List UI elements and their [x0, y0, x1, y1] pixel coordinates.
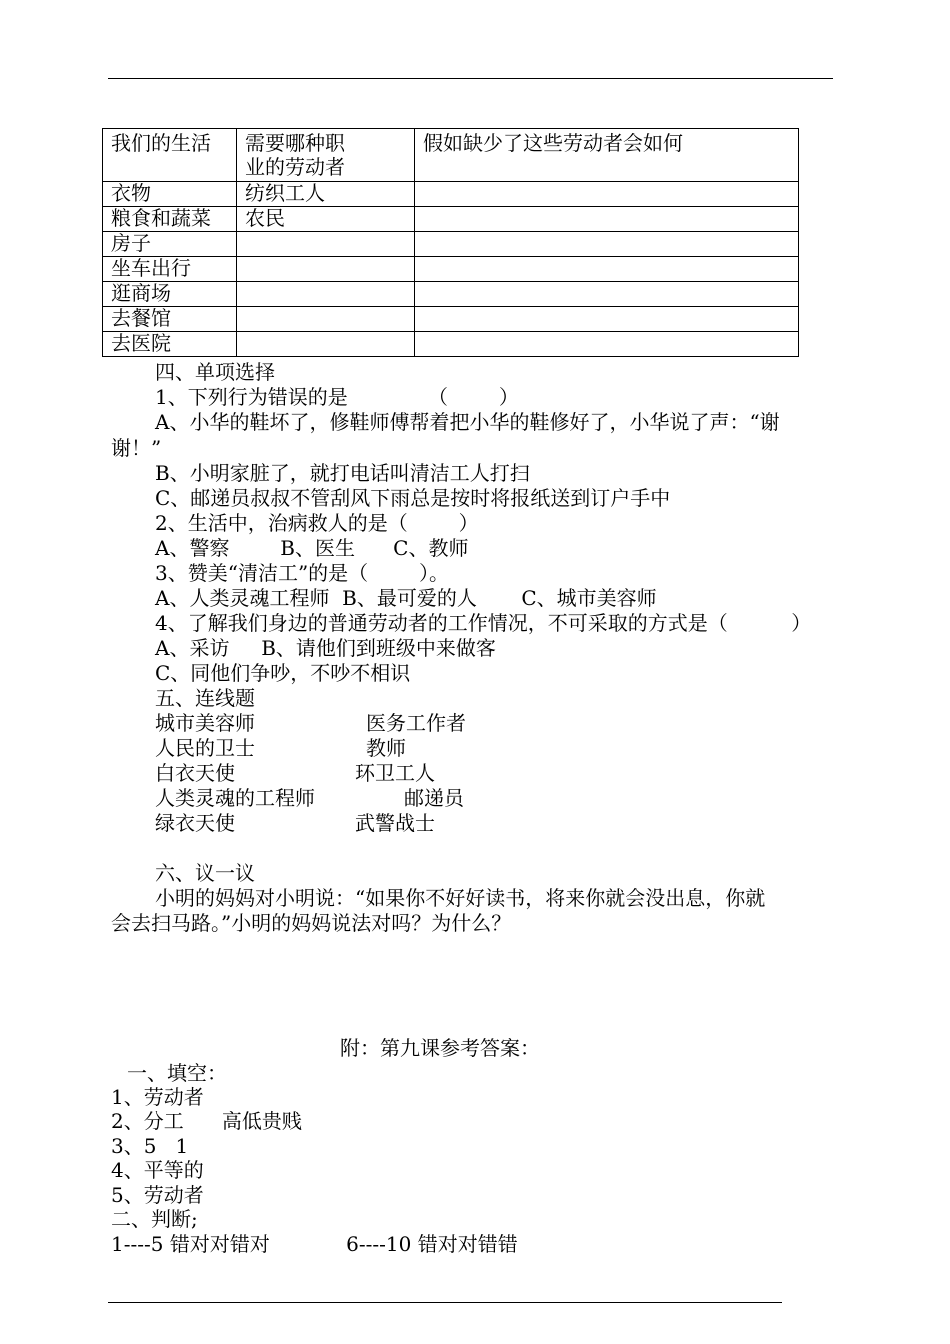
table-cell: 粮食和蔬菜	[103, 207, 237, 232]
table-cell	[415, 257, 799, 282]
table-row	[103, 332, 799, 357]
table-row	[103, 307, 799, 332]
section4-title: 四、单项选择	[155, 360, 275, 384]
table-cell	[415, 282, 799, 307]
answers-title: 附：第九课参考答案：	[340, 1036, 540, 1060]
table-cell: 去餐馆	[103, 307, 237, 332]
discussion-line-1: 小明的妈妈对小明说：“如果你不好好读书，将来你就会没出息，你就	[155, 886, 766, 910]
question-4-option-c: C、同他们争吵，不吵不相识	[155, 661, 411, 685]
section5-title: 五、连线题	[155, 686, 255, 710]
table-header-cell: 假如缺少了这些劳动者会如何	[415, 129, 799, 182]
answers-fill-item: 1、劳动者	[111, 1085, 204, 1109]
question-2-options: A、警察 B、医生 C、教师	[155, 536, 469, 560]
match-right-item: 武警战士	[355, 811, 435, 835]
question-2: 2、生活中，治病救人的是（ ）	[155, 511, 479, 535]
footer-rule	[108, 1302, 782, 1303]
match-left-item: 城市美容师	[155, 711, 255, 735]
answers-fill-item: 4、平等的	[111, 1158, 204, 1182]
match-left-item: 人民的卫士	[155, 736, 255, 760]
profession-table	[102, 128, 799, 357]
table-cell	[415, 232, 799, 257]
match-right-item: 医务工作者	[366, 711, 466, 735]
table-row	[103, 232, 799, 257]
table-cell	[237, 232, 415, 257]
table-cell: 房子	[103, 232, 237, 257]
question-3: 3、赞美“清洁工”的是（ ）。	[155, 561, 450, 585]
question-1-paren: （ ）	[428, 385, 519, 409]
table-cell: 坐车出行	[103, 257, 237, 282]
question-4: 4、了解我们身边的普通劳动者的工作情况，不可采取的方式是（ ）	[155, 611, 812, 635]
question-1-option-b: B、小明家脏了，就打电话叫清洁工人打扫	[155, 461, 530, 485]
answers-judge-title: 二、判断;	[111, 1207, 198, 1231]
match-right-item: 教师	[366, 736, 406, 760]
match-right-item: 环卫工人	[355, 761, 435, 785]
answers-fill-title: 一、填空：	[127, 1061, 227, 1085]
table-cell: 农民	[237, 207, 415, 232]
question-1-option-a-cont: 谢！”	[111, 436, 162, 460]
match-left-item: 人类灵魂的工程师	[155, 786, 315, 810]
table-cell: 去医院	[103, 332, 237, 357]
table-cell	[237, 257, 415, 282]
table-cell	[237, 307, 415, 332]
question-4-options-ab: A、采访 B、请他们到班级中来做客	[155, 636, 496, 660]
discussion-line-2: 会去扫马路。”小明的妈妈说法对吗？为什么？	[111, 911, 512, 935]
match-right-item: 邮递员	[404, 786, 464, 810]
table-row	[103, 182, 799, 207]
table-row	[103, 282, 799, 307]
answers-judge-line: 1----5 错对对错对 6----10 错对对错错	[111, 1232, 518, 1256]
header-rule	[108, 78, 833, 79]
table-cell	[237, 332, 415, 357]
question-1: 1、下列行为错误的是	[155, 385, 348, 409]
question-1-option-a: A、小华的鞋坏了，修鞋师傅帮着把小华的鞋修好了，小华说了声：“谢	[155, 410, 780, 434]
table-cell: 纺织工人	[237, 182, 415, 207]
table-row	[103, 257, 799, 282]
table-header-cell: 需要哪种职 业的劳动者	[237, 129, 415, 182]
table-cell: 衣物	[103, 182, 237, 207]
table-cell	[415, 182, 799, 207]
table-row	[103, 207, 799, 232]
answers-fill-item: 5、劳动者	[111, 1183, 204, 1207]
match-left-item: 绿衣天使	[155, 811, 235, 835]
table-cell	[237, 282, 415, 307]
match-left-item: 白衣天使	[155, 761, 235, 785]
table-header-cell: 我们的生活	[103, 129, 237, 182]
table-cell: 逛商场	[103, 282, 237, 307]
answers-fill-item: 3、5 1	[111, 1134, 189, 1158]
table-cell	[415, 207, 799, 232]
table-cell	[415, 307, 799, 332]
answers-fill-item: 2、分工 高低贵贱	[111, 1109, 302, 1133]
section6-title: 六、议一议	[155, 861, 255, 885]
table-header-row	[103, 129, 799, 182]
question-1-option-c: C、邮递员叔叔不管刮风下雨总是按时将报纸送到订户手中	[155, 486, 671, 510]
table-cell	[415, 332, 799, 357]
question-3-options: A、人类灵魂工程师 B、最可爱的人 C、城市美容师	[155, 586, 657, 610]
